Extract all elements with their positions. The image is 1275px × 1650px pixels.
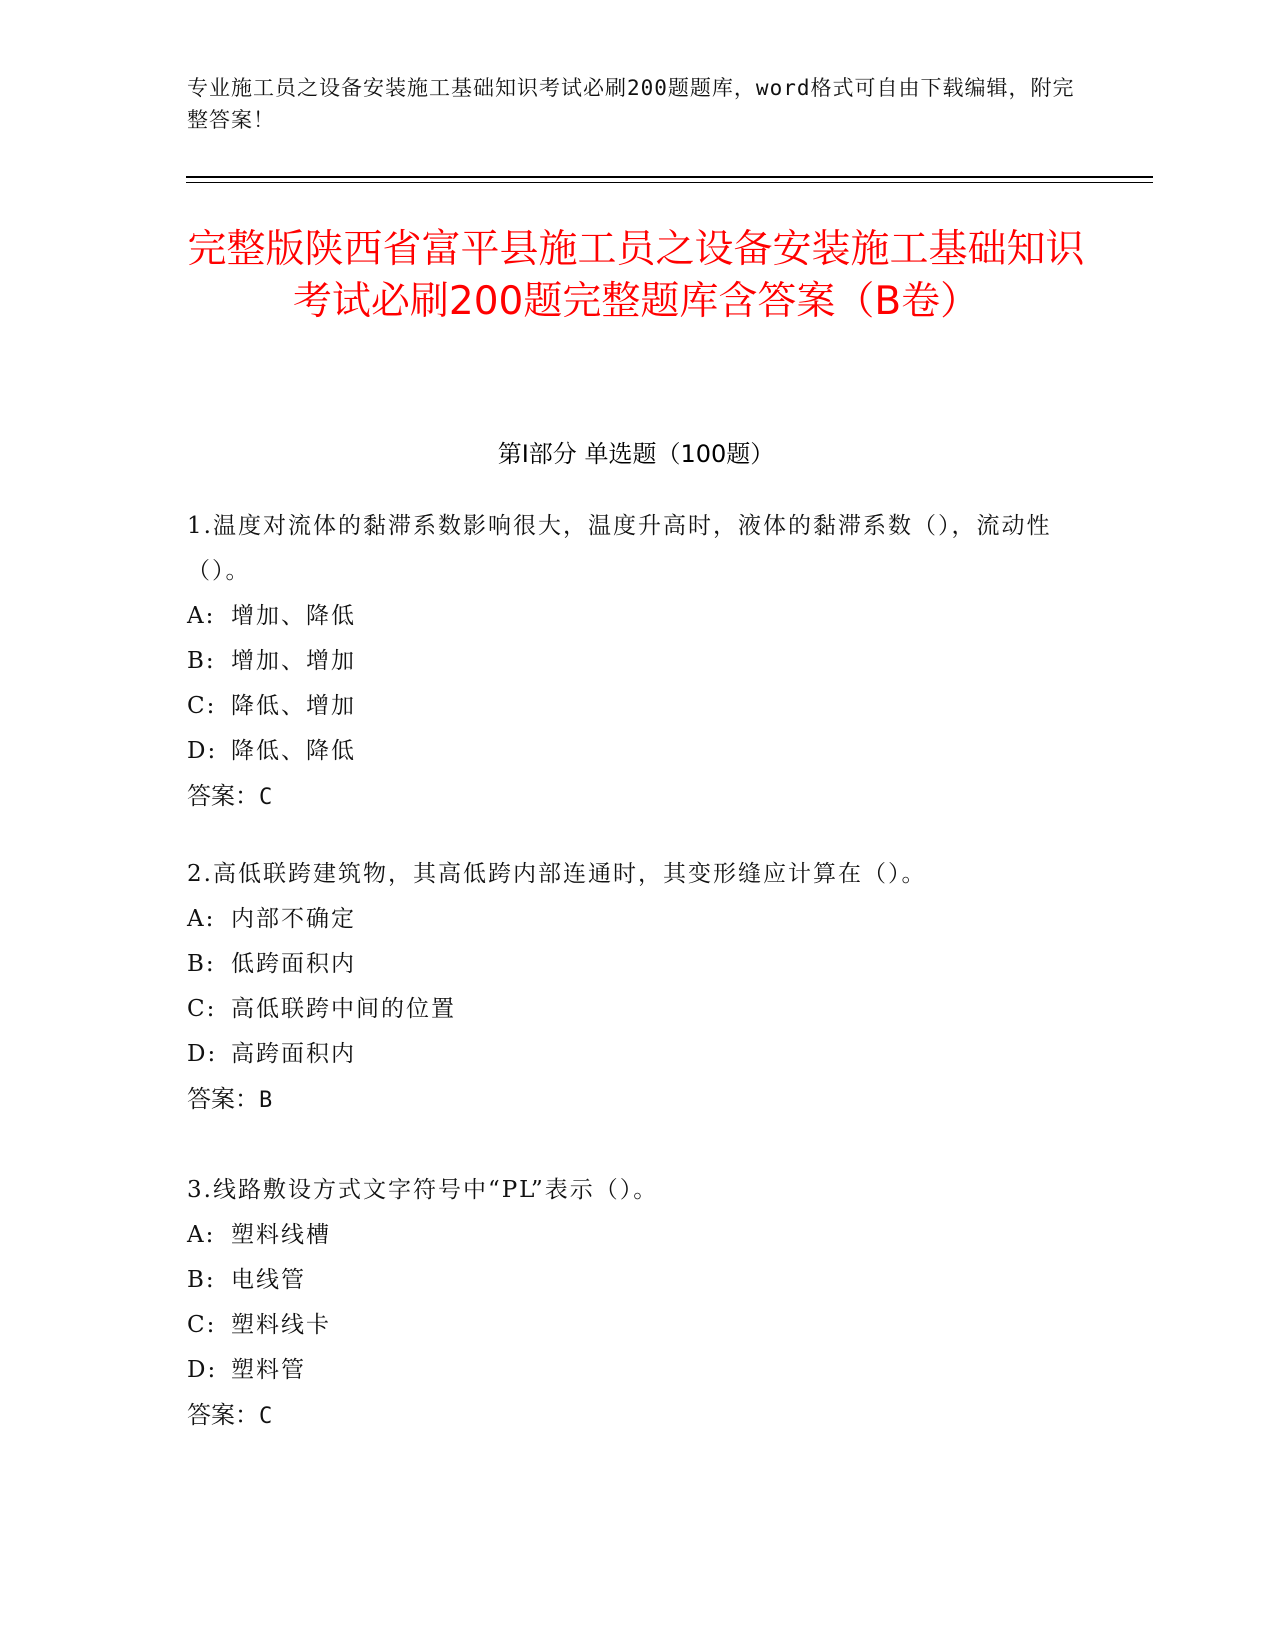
option-letter: C: (187, 693, 217, 719)
answer-line (187, 774, 1087, 820)
section-title: 第Ⅰ部分 单选题（100题） (497, 440, 775, 468)
option-text: 高跨面积内 (231, 1041, 356, 1067)
answer-label: 答案： (187, 782, 259, 810)
question-stem: 2.高低联跨建筑物，其高低跨内部连通时，其变形缝应计算在（）。 (187, 861, 927, 887)
option-a (187, 897, 1087, 942)
question-1 (187, 504, 1087, 820)
option-b (187, 639, 1087, 684)
option-letter: A: (187, 1222, 216, 1248)
option-b (187, 942, 1087, 987)
header-divider-thin (186, 182, 1153, 183)
option-d (187, 1032, 1087, 1077)
option-text: 塑料线卡 (231, 1312, 331, 1338)
option-letter: B: (187, 951, 216, 977)
option-letter: C: (187, 1312, 217, 1338)
option-letter: A: (187, 906, 216, 932)
question-stem: 3.线路敷设方式文字符号中“PL”表示（）。 (187, 1177, 659, 1203)
option-text: 塑料线槽 (231, 1222, 331, 1248)
document-title: 完整版陕西省富平县施工员之设备安装施工基础知识考试必刷200题完整题库含答案（B卷） (187, 227, 1085, 324)
option-a (187, 594, 1087, 639)
option-letter: B: (187, 1267, 216, 1293)
answer-line (187, 1393, 1087, 1439)
question-stem: 1.温度对流体的黏滞系数影响很大，温度升高时，液体的黏滞系数（），流动性（）。 (187, 513, 1052, 584)
option-text: 增加、降低 (231, 603, 356, 629)
option-d (187, 729, 1087, 774)
option-letter: D: (187, 738, 218, 764)
option-c (187, 684, 1087, 729)
header-note: 专业施工员之设备安装施工基础知识考试必刷200题题库，word格式可自由下载编辑，附完整答案！ (187, 76, 1075, 132)
answer-line (187, 1077, 1087, 1123)
option-text: 降低、增加 (231, 693, 356, 719)
question-3 (187, 1168, 1087, 1439)
option-b (187, 1258, 1087, 1303)
option-letter: C: (187, 996, 217, 1022)
answer-label: 答案： (187, 1401, 259, 1429)
answer-value: C (259, 785, 273, 810)
answer-label: 答案： (187, 1085, 259, 1113)
option-text: 高低联跨中间的位置 (231, 996, 456, 1022)
option-text: 增加、增加 (231, 648, 356, 674)
option-text: 内部不确定 (231, 906, 356, 932)
option-letter: B: (187, 648, 216, 674)
option-text: 低跨面积内 (231, 951, 356, 977)
answer-value: B (259, 1088, 273, 1113)
question-2 (187, 852, 1087, 1123)
option-text: 塑料管 (231, 1357, 306, 1383)
option-text: 电线管 (231, 1267, 306, 1293)
option-letter: A: (187, 603, 216, 629)
option-c (187, 987, 1087, 1032)
option-c (187, 1303, 1087, 1348)
option-letter: D: (187, 1357, 218, 1383)
option-text: 降低、降低 (231, 738, 356, 764)
option-a (187, 1213, 1087, 1258)
answer-value: C (259, 1404, 273, 1429)
option-d (187, 1348, 1087, 1393)
header-divider-thick (186, 176, 1153, 178)
option-letter: D: (187, 1041, 218, 1067)
